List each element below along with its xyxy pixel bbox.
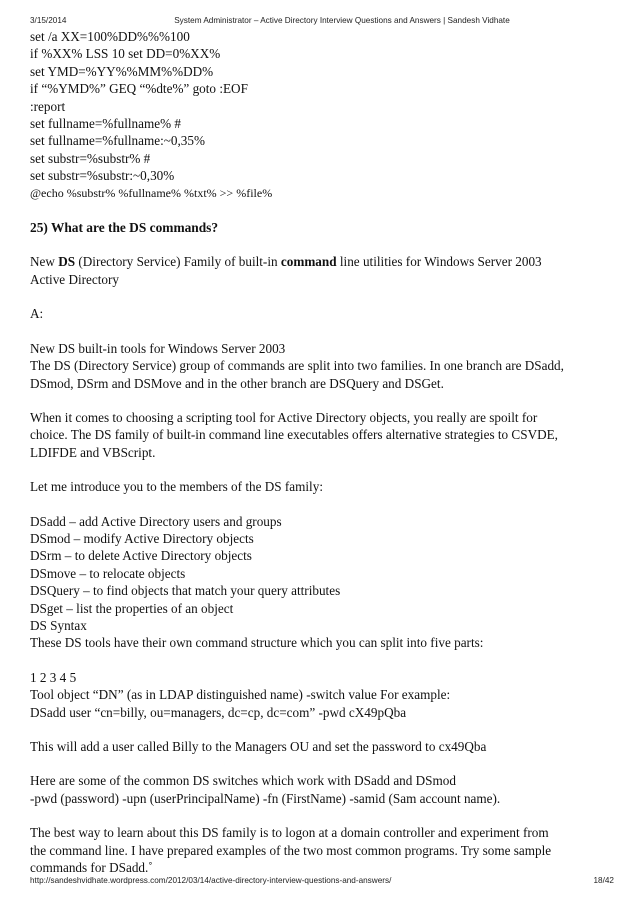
header-title: System Administrator – Active Directory Interview Questions and Answers | Sandesh Vidhate [174,16,510,25]
paragraph-2: When it comes to choosing a scripting tool for Active Directory objects, you really are spoilt for choice. The DS family of built-in command line executables offers alternative strategies to CSVDE, LDIFDE and VBScript. [30,409,558,460]
document-body [30,28,620,876]
paragraph-3: Let me introduce you to the members of the DS family: [30,479,323,495]
code-line: set substr=%substr:~0,30% [30,168,175,184]
code-line: set fullname=%fullname:~0,35% [30,133,205,149]
command-bold: command [280,254,337,270]
ds-bold: DS [58,254,76,270]
code-line: if %XX% LSS 10 set DD=0%XX% [30,46,221,62]
answer-label: A: [30,306,44,322]
syntax-block: 1 2 3 4 5 Tool object “DN” (as in LDAP distinguished name) -switch value For example: DSadd user “cn=billy, ou=managers, dc=cp, dc=com” -pwd cX49pQba [30,669,451,720]
intro-paragraph: New DS (Directory Service) Family of built-in command line utilities for Windows Server 2003 Active Directory [30,254,542,287]
code-line: set substr=%substr% # [30,150,151,166]
page-number: 18/42 [593,876,614,885]
list-item: DSadd – add Active Directory users and groups [30,513,282,529]
code-line: @echo %substr% %fullname% %txt% >> %file% [30,185,273,200]
list-item: DSQuery – to find objects that match your query attributes [30,583,341,599]
list-item: DSget – list the properties of an object [30,600,234,616]
ds-members-list [30,513,620,652]
paragraph-4: This will add a user called Billy to the Managers OU and set the password to cx49Qba [30,739,487,754]
list-item: DSrm – to delete Active Directory objects [30,548,252,564]
header-date: 3/15/2014 [30,16,67,25]
code-line: set fullname=%fullname% # [30,116,181,132]
list-item: DS Syntax [30,617,87,633]
footer-url[interactable]: http://sandeshvidhate.wordpress.com/2012/03/14/active-directory-interview-questions-and-answers/ [30,876,392,885]
code-line: :report [30,98,66,114]
code-line: set YMD=%YY%%MM%%DD% [30,63,214,79]
list-item: DSmod – modify Active Directory objects [30,530,254,546]
code-block [30,28,620,202]
paragraph-5: Here are some of the common DS switches which work with DSadd and DSmod -pwd (password) -upn (userPrincipalName) -fn (FirstName) -samid (Sam account name). [30,773,501,806]
page-header [30,16,614,28]
list-item: DSmove – to relocate objects [30,565,186,581]
paragraph-1: New DS built-in tools for Windows Server 2003 The DS (Directory Service) group of commands are split into two families. In one branch are DSadd, DSmod, DSrm and DSMove and in the other branch are DSQuery and DSGet. [30,340,564,391]
paragraph-6: The best way to learn about this DS family is to logon at a domain controller and experiment from the command line. I have prepared examples of the two most common programs. Try some sample commands for DSadd.˚ [30,825,552,876]
list-item: These DS tools have their own command structure which you can split into five parts: [30,635,484,651]
code-line: set /a XX=100%DD%%%100 [30,29,190,44]
code-line: if “%YMD%” GEQ “%dte%” goto :EOF [30,81,248,97]
question-heading: 25) What are the DS commands? [30,220,219,236]
page-footer [30,876,614,888]
